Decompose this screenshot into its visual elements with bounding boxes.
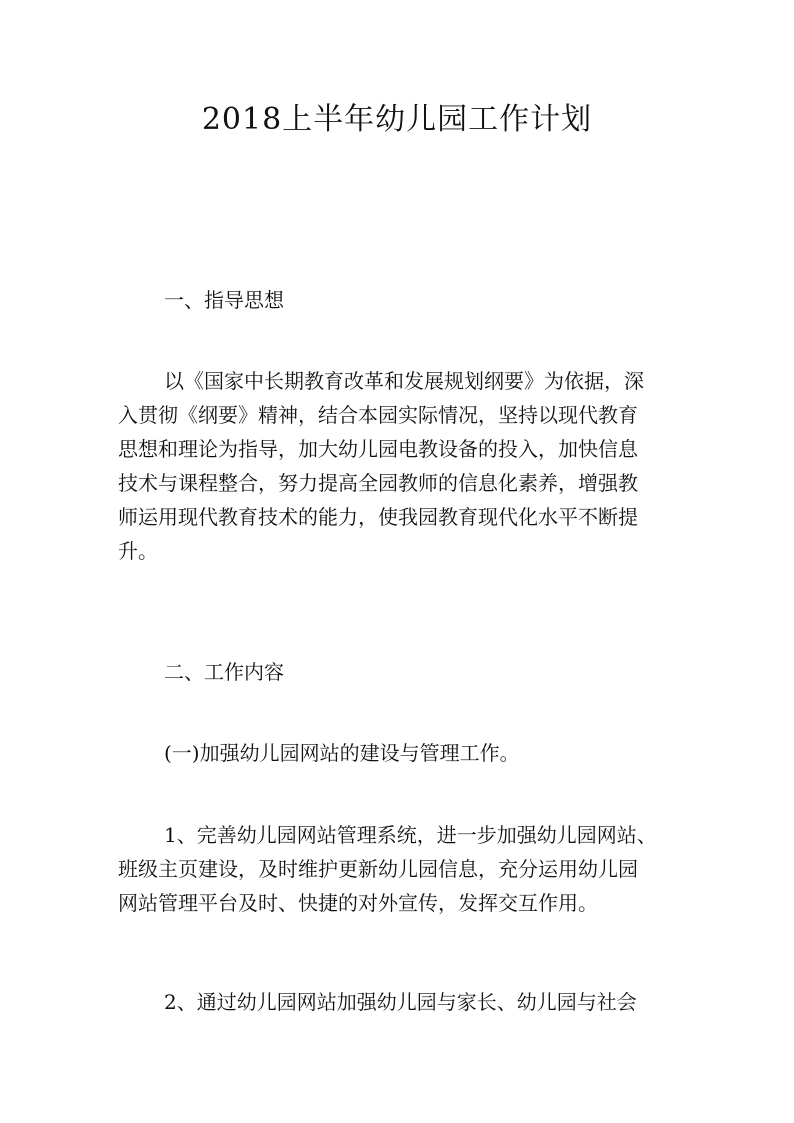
section-heading-text: 二、工作内容 — [164, 660, 284, 684]
paragraph-line: 入贯彻《纲要》精神，结合本园实际情况，坚持以现代教育 — [118, 403, 638, 427]
section-heading-guiding-thought — [118, 283, 688, 317]
paragraph-line: 1、完善幼儿园网站管理系统，进一步加强幼儿园网站、 — [164, 823, 657, 847]
section-heading-text: 一、指导思想 — [164, 288, 284, 312]
paragraph-line: 师运用现代教育技术的能力，使我园教育现代化水平不断提 — [118, 505, 638, 529]
list-item-1 — [118, 818, 688, 920]
paragraph-line: 技术与课程整合，努力提高全园教师的信息化素养，增强教 — [118, 471, 638, 495]
paragraph-line: 以《国家中长期教育改革和发展规划纲要》为依据，深 — [164, 369, 644, 393]
paragraph-line: 思想和理论为指导，加大幼儿园电教设备的投入，加快信息 — [118, 437, 638, 461]
subsection-heading — [118, 736, 688, 770]
paragraph-guiding-thought — [118, 364, 688, 568]
document-title: 2018上半年幼儿园工作计划 — [201, 102, 593, 137]
section-heading-work-content — [118, 655, 688, 689]
paragraph-line: 网站管理平台及时、快捷的对外宣传，发挥交互作用。 — [118, 891, 598, 915]
list-item-2 — [118, 985, 688, 1019]
paragraph-line: 2、通过幼儿园网站加强幼儿园与家长、幼儿园与社会 — [164, 990, 637, 1014]
paragraph-line: 班级主页建设，及时维护更新幼儿园信息，充分运用幼儿园 — [118, 857, 638, 881]
subsection-heading-text: (一)加强幼儿园网站的建设与管理工作。 — [164, 741, 520, 765]
paragraph-line: 升。 — [118, 539, 158, 563]
